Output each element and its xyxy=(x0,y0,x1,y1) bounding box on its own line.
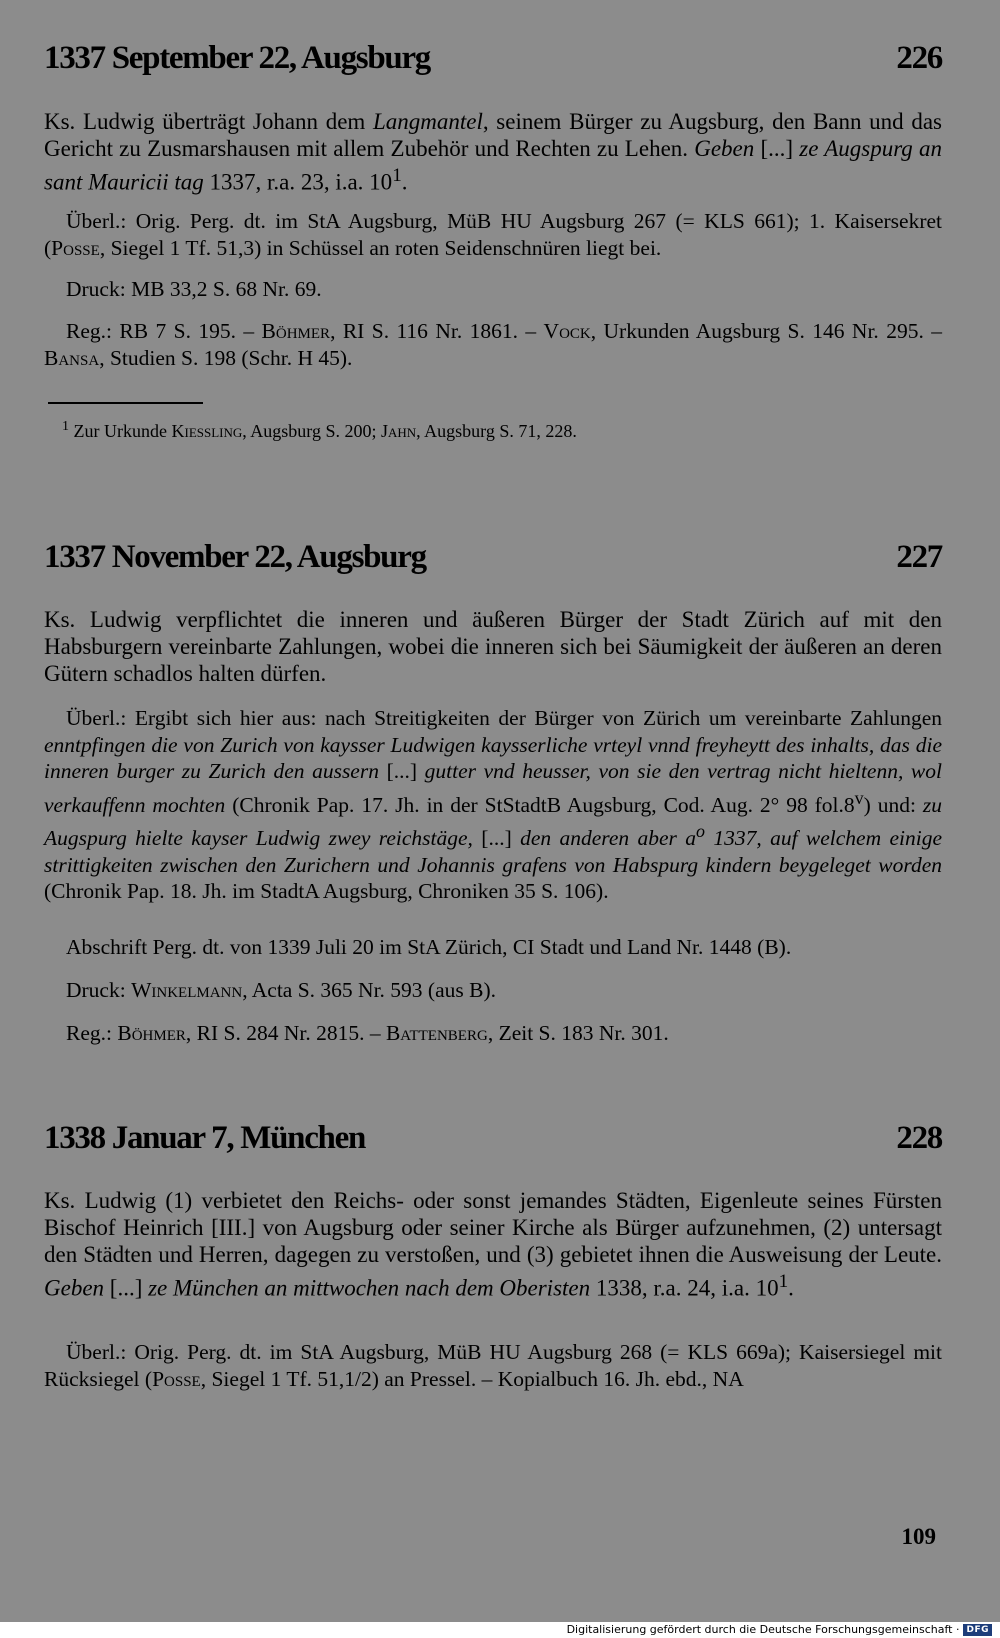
superscript: o xyxy=(696,821,705,842)
summary-text: [...] xyxy=(104,1275,149,1301)
entry-summary xyxy=(44,1187,942,1302)
footnote-text: , Augsburg S. 71, 228. xyxy=(416,421,577,441)
entry-ueberlieferung xyxy=(44,208,942,261)
entry-number: 226 xyxy=(896,40,942,76)
author-name: Winkelmann xyxy=(131,978,243,1002)
summary-text: , seinem Bürger zu Augsburg, den Bann und das Gericht zu Zusmarshausen mit allem Zubehör und Rechten zu Lehen. xyxy=(44,109,942,161)
summary-text: . xyxy=(401,169,408,195)
note-text: , Urkunden Augsburg S. 146 Nr. 295. – xyxy=(590,319,942,343)
entry-number: 227 xyxy=(896,539,942,575)
summary-italic: Geben xyxy=(694,136,755,161)
entry-date-place: 1337 November 22, Augsburg xyxy=(44,539,426,575)
author-name: Battenberg xyxy=(385,1021,488,1045)
author-name: Jahn xyxy=(380,421,417,441)
page-number: 109 xyxy=(901,1524,936,1549)
entry-druck xyxy=(66,977,942,1004)
author-name: Posse xyxy=(51,235,100,260)
note-text: [...] xyxy=(378,759,425,783)
summary-text: [...] xyxy=(754,136,800,161)
note-text: , RI S. 284 Nr. 2815. – xyxy=(185,1021,386,1045)
summary-text: . xyxy=(788,1275,794,1301)
quote-italic: 1337, auf welchem einige strittigkeiten zwischen den Zurichern und Johannis grafens von Habspurg kindern beygeleget worden xyxy=(44,826,943,877)
entry-heading-227 xyxy=(44,537,942,577)
quote-italic: den anderen aber a xyxy=(520,826,697,851)
summary-text: Ks. Ludwig (1) verbietet den Reichs- oder sonst jemandes Städten, Eigenleute seines Fürsten Bischof Heinrich [III.] von Augsburg oder seiner Kirche als Bürger aufzunehmen, (2) untersagt den Städten und Herren, dagegen zu verstoßen, und (3) gebietet ihnen die Ausweisung der Leute. xyxy=(44,1188,942,1267)
note-text: (Chronik Pap. 17. Jh. in der StStadtB Augsburg, Cod. Aug. 2° 98 fol.8 xyxy=(225,792,855,817)
entry-date-place: 1337 September 22, Augsburg xyxy=(44,40,430,76)
superscript: v xyxy=(854,787,864,808)
quote-italic: enntpfingen die von Zurich von kaysser Ludwigen kaysserliche vrteyl vnnd freyheytt des inhalts, das die inneren burger zu Zurich den aussern xyxy=(44,732,942,783)
entry-regesten xyxy=(44,318,942,371)
author-name: Kiessling xyxy=(171,421,243,441)
footnote-text: , Augsburg S. 200; xyxy=(242,421,381,441)
note-text: ) und: xyxy=(863,792,923,817)
note-text: Überl.: Ergibt sich hier aus: nach Streitigkeiten der Bürger von Zürich um vereinbarte Zahlungen xyxy=(66,706,942,730)
note-text: [...] xyxy=(472,826,521,851)
summary-italic: ze Augspurg an sant Mauricii tag xyxy=(44,136,942,195)
author-name: Vock xyxy=(543,319,591,343)
author-name: Posse xyxy=(152,1366,201,1391)
entry-date-place: 1338 Januar 7, München xyxy=(44,1120,366,1156)
summary-italic: ze München an mittwochen nach dem Oberisten xyxy=(148,1275,591,1301)
note-text: , Zeit S. 183 Nr. 301. xyxy=(487,1021,669,1045)
summary-text: 1337, r.a. 23, i.a. 10 xyxy=(203,169,393,195)
note-text: Reg.: xyxy=(66,1021,118,1045)
credit-text: Digitalisierung gefördert durch die Deutsche Forschungsgemeinschaft · xyxy=(566,1623,960,1636)
author-name: Bansa xyxy=(44,345,100,370)
entry-heading-228 xyxy=(44,1118,942,1158)
note-text: Überl.: Orig. Perg. dt. im StA Augsburg, MüB HU Augsburg 268 (= KLS 669a); Kaisersiegel mit Rücksiegel ( xyxy=(44,1340,942,1391)
note-text: , Siegel 1 Tf. 51,1/2) an Pressel. – Kopialbuch 16. Jh. ebd., NA xyxy=(200,1366,744,1391)
quote-italic: gutter vnd heusser, von sie den vertrag nicht hieltenn, wol verkauffenn mochten xyxy=(44,759,942,817)
summary-text: Ks. Ludwig überträgt Johann dem xyxy=(44,109,373,134)
footnote-ref: 1 xyxy=(778,1271,789,1292)
entry-ueberlieferung xyxy=(44,1339,942,1392)
entry-ueberlieferung xyxy=(44,705,942,905)
entry-abschrift: Abschrift Perg. dt. von 1339 Juli 20 im StA Zürich, CI Stadt und Land Nr. 1448 (B). xyxy=(66,935,792,959)
note-text: , Siegel 1 Tf. 51,3) in Schüssel an roten Seidenschnüren liegt bei. xyxy=(99,235,662,260)
summary-italic: Langmantel xyxy=(372,109,483,134)
digitization-credit xyxy=(567,1623,992,1636)
footnote-rule xyxy=(48,402,203,404)
entry-regesten xyxy=(66,1020,942,1047)
summary-italic: Geben xyxy=(44,1275,105,1301)
dfg-logo: DFG xyxy=(963,1624,992,1636)
entry-summary: Ks. Ludwig verpflichtet die inneren und äußeren Bürger der Stadt Zürich auf mit den Habsburgern vereinbarte Zahlungen, wobei die inneren sich bei Säumigkeit der äußeren an deren Gütern schadlos halten dürfen. xyxy=(44,607,942,686)
note-text: , Acta S. 365 Nr. 593 (aus B). xyxy=(242,978,497,1002)
entry-heading-226 xyxy=(44,38,942,78)
note-text: , RI S. 116 Nr. 1861. – xyxy=(330,319,544,343)
note-text: Reg.: RB 7 S. 195. – xyxy=(66,319,262,343)
author-name: Böhmer xyxy=(117,1021,186,1045)
author-name: Böhmer xyxy=(261,319,331,343)
note-text: (Chronik Pap. 18. Jh. im StadtA Augsburg, Chroniken 35 S. 106). xyxy=(44,879,609,904)
quote-italic: zu Augspurg hielte kayser Ludwig zwey reichstäge, xyxy=(44,792,942,851)
note-text: , Studien S. 198 (Schr. H 45). xyxy=(99,345,353,370)
footnote-ref: 1 xyxy=(392,165,402,186)
summary-text: 1338, r.a. 24, i.a. 10 xyxy=(590,1275,779,1301)
note-text: Druck: xyxy=(66,978,132,1002)
footnote-number: 1 xyxy=(62,419,69,434)
entry-druck: Druck: MB 33,2 S. 68 Nr. 69. xyxy=(66,277,322,301)
entry-number: 228 xyxy=(896,1120,942,1156)
footnote-text: Zur Urkunde xyxy=(69,421,172,441)
note-text: Überl.: Orig. Perg. dt. im StA Augsburg, MüB HU Augsburg 267 (= KLS 661); 1. Kaisersekret ( xyxy=(44,209,942,260)
entry-summary xyxy=(44,108,942,196)
footnote xyxy=(62,416,577,442)
